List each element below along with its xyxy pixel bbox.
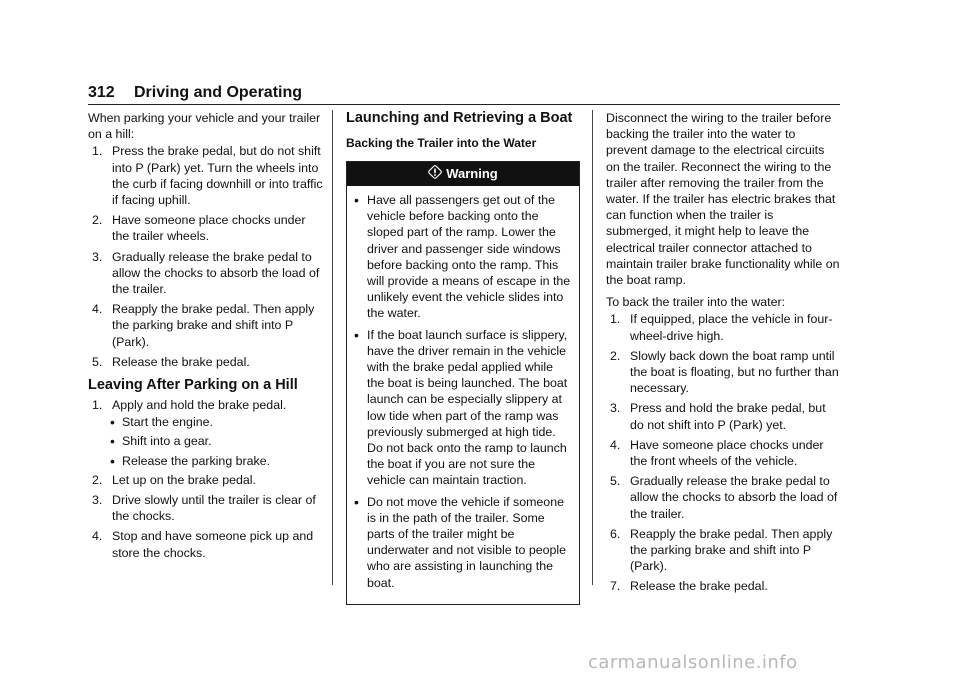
paragraph: To back the trailer into the water:	[606, 295, 786, 310]
step-number: 2.	[610, 348, 621, 363]
step-text: If equipped, place the vehicle in four-wheel-drive high.	[630, 312, 833, 343]
step-text: Let up on the brake pedal.	[112, 472, 256, 487]
step-text: Gradually release the brake pedal to allow the chocks to absorb the load of the trailer.	[630, 474, 838, 521]
page-number: 312	[88, 84, 115, 101]
column-right	[606, 110, 840, 599]
list-item	[88, 397, 324, 413]
step-text: Apply and hold the brake pedal.	[112, 398, 287, 413]
leaving-steps-continued	[88, 472, 324, 561]
paragraph: Disconnect the wiring to the trailer before backing the trailer into the water to prevent damage to the electrical circuits on the trailer. Reconnect the wiring to the trailer after removing the trailer from the water. If the trailer has electric brakes that can function when the trailer is submerged, it might help to leave the electrical trailer connector attached to maintain trailer brake functionality while on the boat ramp.	[606, 111, 840, 288]
list-item: • Shift into a gear.	[88, 433, 324, 449]
leaving-steps	[88, 397, 324, 413]
watermark: carmanualsonline.info	[588, 652, 798, 673]
warning-body	[347, 186, 579, 604]
subsection-heading: Backing the Trailer into the Water	[346, 136, 537, 150]
list-item	[606, 348, 840, 397]
column-middle	[346, 110, 580, 605]
step-number: 6.	[610, 526, 621, 541]
column-divider	[592, 110, 593, 585]
step-number: 5.	[610, 474, 621, 489]
warning-box	[346, 161, 580, 605]
list-item: • Have all passengers get out of the vehicle before backing onto the sloped part of the ramp. Lower the driver and passenger side windows before backing onto the ramp. This will provide a means of escape in the unlikely event the vehicle slides into the water.	[351, 192, 571, 322]
list-item	[606, 526, 840, 575]
step-text: Slowly back down the boat ramp until the boat is floating, but no further than necessary.	[630, 348, 839, 396]
step-text: Press the brake pedal, but do not shift into P (Park) yet. Turn the wheels into the curb if facing downhill or into traffic if facing uphill.	[112, 144, 323, 208]
step-text: Have someone place chocks under the trailer wheels.	[112, 213, 306, 244]
page-header	[88, 82, 840, 105]
step-text: Drive slowly until the trailer is clear of the chocks.	[112, 493, 316, 524]
list-item	[88, 143, 324, 208]
list-item: • Release the parking brake.	[88, 453, 324, 469]
list-item	[88, 249, 324, 298]
step-number: 2.	[92, 213, 103, 228]
section-title: Driving and Operating	[134, 84, 303, 101]
step-number: 1.	[610, 312, 621, 327]
step-number: 3.	[610, 401, 621, 416]
list-item	[606, 400, 840, 432]
step-text: Release the brake pedal.	[112, 354, 250, 369]
step-text: Release the brake pedal.	[630, 579, 768, 594]
step-number: 1.	[92, 144, 103, 159]
step-number: 4.	[610, 437, 621, 452]
step-text: Stop and have someone pick up and store the chocks.	[112, 529, 314, 560]
list-item	[88, 472, 324, 488]
list-item	[606, 437, 840, 469]
list-item	[606, 311, 840, 343]
step-number: 4.	[92, 302, 103, 317]
list-item: • Do not move the vehicle if someone is in the path of the trailer. Some parts of the trailer might be underwater and not visible to people who are assisting in launching the boat.	[351, 494, 571, 591]
step-number: 3.	[92, 249, 103, 264]
list-item: • Start the engine.	[88, 414, 324, 430]
list-item	[88, 528, 324, 560]
step-number: 7.	[610, 579, 621, 594]
column-left	[88, 110, 324, 565]
bullet-list	[88, 414, 324, 469]
step-number: 5.	[92, 354, 103, 369]
step-number: 2.	[92, 472, 103, 487]
list-item	[88, 492, 324, 524]
step-text: Have someone place chocks under the front wheels of the vehicle.	[630, 437, 824, 469]
hill-parking-steps	[88, 143, 324, 370]
column-divider	[332, 110, 333, 585]
step-number: 1.	[92, 398, 103, 413]
step-number: 4.	[92, 529, 103, 544]
section-heading: Leaving After Parking on a Hill	[88, 377, 298, 394]
warning-header	[347, 162, 579, 186]
list-item	[88, 212, 324, 244]
intro-paragraph: When parking your vehicle and your trailer on a hill:	[88, 111, 321, 142]
list-item	[88, 301, 324, 350]
step-number: 3.	[92, 493, 103, 508]
list-item: • If the boat launch surface is slippery, have the driver remain in the vehicle with the brake pedal applied while the boat is being launched. The boat launch can be especially slippery at low tide when part of the ramp was previously submerged at high tide. Do not back onto the ramp to launch the boat if you are not sure the vehicle can maintain traction.	[351, 327, 571, 489]
step-text: Gradually release the brake pedal to allow the chocks to absorb the load of the trailer.	[112, 249, 320, 297]
section-heading: Launching and Retrieving a Boat	[346, 110, 573, 126]
list-item	[606, 473, 840, 522]
warning-title: Warning	[446, 166, 498, 181]
step-text: Press and hold the brake pedal, but do not shift into P (Park) yet.	[630, 401, 826, 432]
list-item	[88, 354, 324, 370]
step-text: Reapply the brake pedal. Then apply the parking brake and shift into P (Park).	[630, 526, 833, 574]
step-text: Reapply the brake pedal. Then apply the parking brake and shift into P (Park).	[112, 302, 315, 349]
boat-launch-steps	[606, 311, 840, 594]
warning-icon	[428, 163, 442, 187]
warning-list	[351, 192, 571, 591]
list-item	[606, 578, 840, 594]
